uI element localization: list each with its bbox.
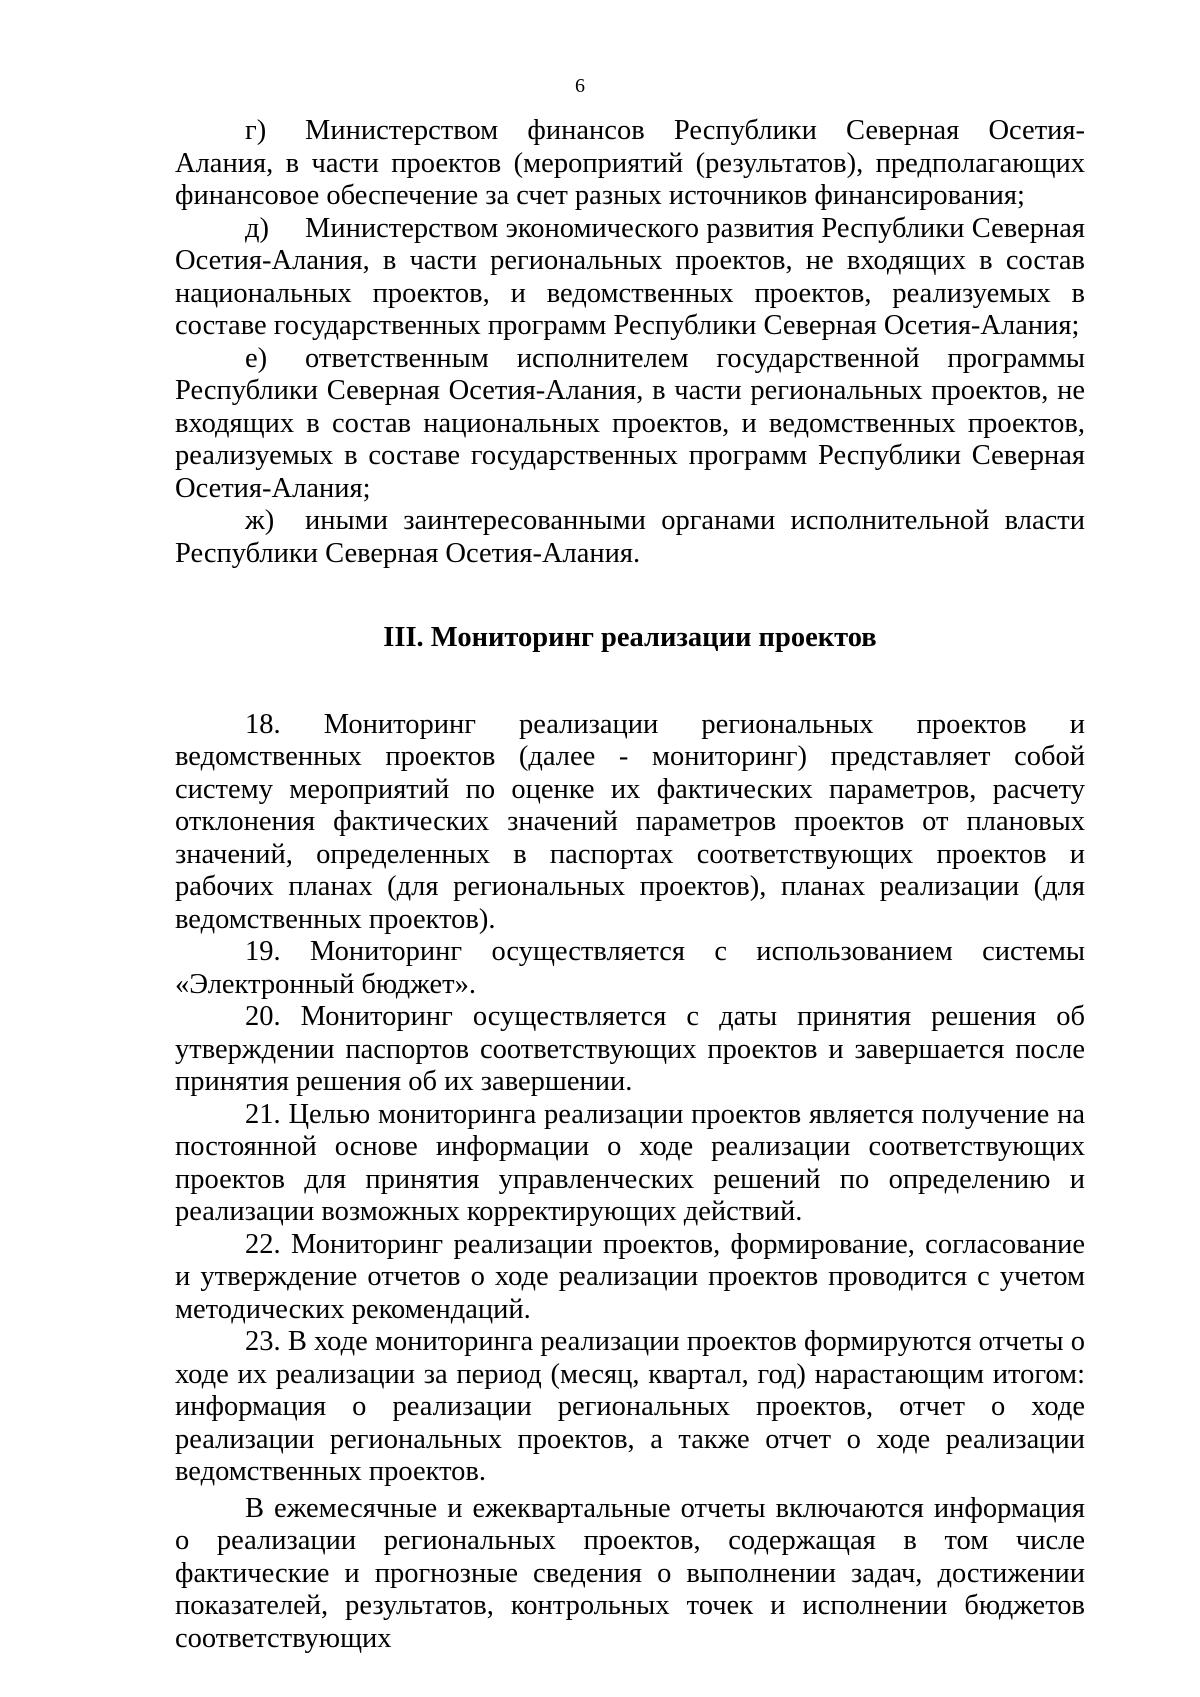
paragraph-20: 20. Мониторинг осуществляется с даты принятия решения об утверждении паспортов соответствующих проектов и завершается после принятия решения об их завершении.	[175, 1001, 1085, 1097]
list-item-g	[175, 115, 1085, 213]
list-item-text: Министерством экономического развития Республики Северная Осетия-Алания, в части региональных проектов, не входящих в состав национальных проектов, и ведомственных проектов, реализуемых в составе государственных программ Республики Северная Осетия-Алания;	[175, 212, 1085, 341]
list-marker: ж)	[245, 505, 275, 536]
section-heading: III. Мониторинг реализации проектов	[383, 622, 877, 653]
paragraph-21: 21. Целью мониторинга реализации проектов является получение на постоянной основе информации о ходе реализации соответствующих проектов для принятия управленческих решений по определению и реализации возможных корректирующих действий.	[175, 1098, 1085, 1227]
paragraph-reports: В ежемесячные и ежеквартальные отчеты включаются информация о реализации региональных проектов, содержащая в том числе фактические и прогнозные сведения о выполнении задач, достижении показателей, результатов, контрольных точек и исполнении бюджетов соответствующих	[175, 1492, 1085, 1654]
list-item-zh	[175, 505, 1085, 570]
list-item-text: Министерством финансов Республики Северная Осетия-Алания, в части проектов (мероприятий (результатов), предполагающих финансовое обеспечение за счет разных источников финансирования;	[175, 115, 1085, 211]
list-marker: г)	[245, 115, 267, 146]
paragraph-22: 22. Мониторинг реализации проектов, формирование, согласование и утверждение отчетов о ходе реализации проектов проводится с учетом методических рекомендаций.	[175, 1228, 1085, 1325]
document-body	[175, 115, 1085, 1655]
list-marker: е)	[245, 342, 268, 374]
list-item-text: ответственным исполнителем государственной программы Республики Северная Осетия-Алания, в части региональных проектов, не входящих в состав национальных проектов, и ведомственных проектов, реализуемых в составе государственных программ Республики Северная Осетия-Алания;	[175, 342, 1085, 504]
list-item-e	[175, 343, 1085, 506]
paragraph-19: 19. Мониторинг осуществляется с использованием системы «Электронный бюджет».	[175, 936, 1085, 1000]
page-number: 6	[575, 75, 585, 97]
list-item-text: иными заинтересованными органами исполнительной власти Республики Северная Осетия-Алания.	[175, 505, 1085, 569]
list-marker: д)	[245, 212, 269, 244]
list-item-d	[175, 213, 1085, 343]
paragraph-18: 18. Мониторинг реализации региональных проектов и ведомственных проектов (далее - мониторинг) представляет собой систему мероприятий по оценке их фактических параметров, расчету отклонения фактических значений параметров проектов от плановых значений, определенных в паспортах соответствующих проектов и рабочих планах (для региональных проектов), планах реализации (для ведомственных проектов).	[175, 708, 1085, 935]
paragraph-23: 23. В ходе мониторинга реализации проектов формируются отчеты о ходе их реализации за период (месяц, квартал, год) нарастающим итогом: информация о реализации региональных проектов, отчет о ходе реализации региональных проектов, а также отчет о ходе реализации ведомственных проектов.	[175, 1326, 1085, 1487]
